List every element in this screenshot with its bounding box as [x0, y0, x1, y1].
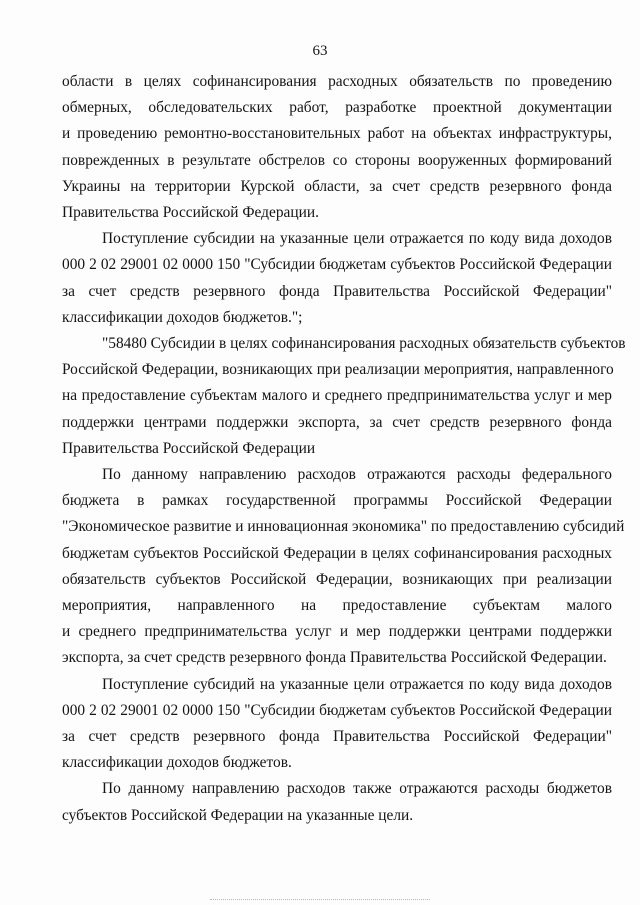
text-line: "Экономическое развитие и инновационная экономика" по предоставлению субсидий: [62, 518, 625, 536]
text-line: Поступление субсидий на указанные цели отражается по коду вида доходов: [102, 675, 612, 693]
text-line: обмерных, обследовательских работ, разработке проектной документации: [62, 99, 612, 117]
scan-artifact-line: [210, 899, 430, 902]
text-line: экспорта, за счет средств резервного фонда Правительства Российской Федерации.: [62, 649, 607, 667]
paragraph-5: [62, 672, 612, 777]
text-line: классификации доходов бюджетов.";: [62, 308, 303, 326]
text-line: Правительства Российской Федерации: [62, 439, 316, 457]
text-line: за счет средств резервного фонда Правительства Российской Федерации": [62, 282, 612, 300]
text-line: мероприятия, направленного на предоставление субъектам малого: [62, 597, 612, 615]
text-line: и среднего предпринимательства услуг и мер поддержки центрами поддержки: [62, 623, 612, 641]
text-line: Украины на территории Курской области, за счет средств резервного фонда: [62, 177, 612, 195]
text-line: области в целях софинансирования расходных обязательств по проведению: [62, 73, 612, 90]
text-line: Правительства Российской Федерации.: [62, 204, 319, 222]
page-number: 63: [312, 43, 328, 59]
paragraph-3: [62, 331, 626, 462]
paragraph-1: [62, 69, 612, 226]
text-line: 000 2 02 29001 02 0000 150 "Субсидии бюджетам субъектов Российской Федерации: [62, 256, 612, 274]
document-body: [62, 69, 626, 829]
text-line: и проведению ремонтно-восстановительных работ на объектах инфраструктуры,: [62, 125, 612, 143]
paragraph-4: [62, 462, 625, 672]
text-line: классификации доходов бюджетов.: [62, 754, 292, 772]
text-line: "58480 Субсидии в целях софинансирования расходных обязательств субъектов: [102, 335, 626, 353]
text-line: обязательств субъектов Российской Федерации, возникающих при реализации: [62, 570, 612, 588]
text-line: По данному направлению расходов также отражаются расходы бюджетов: [102, 780, 612, 798]
text-line: субъектов Российской Федерации на указанные цели.: [62, 806, 414, 824]
text-line: на предоставление субъектам малого и среднего предпринимательства услуг и мер: [62, 387, 612, 405]
text-line: поддержки центрами поддержки экспорта, за счет средств резервного фонда: [62, 413, 612, 431]
paragraph-6: [62, 776, 612, 828]
text-line: за счет средств резервного фонда Правительства Российской Федерации": [62, 728, 612, 746]
text-line: Российской Федерации, возникающих при реализации мероприятия, направленного: [62, 361, 614, 379]
text-line: поврежденных в результате обстрелов со стороны вооруженных формирований: [62, 151, 612, 169]
text-line: бюджетам субъектов Российской Федерации в целях софинансирования расходных: [62, 544, 612, 562]
text-line: бюджета в рамках государственной программы Российской Федерации: [62, 492, 612, 510]
text-line: По данному направлению расходов отражаются расходы федерального: [102, 466, 612, 484]
paragraph-2: [62, 226, 612, 331]
text-line: 000 2 02 29001 02 0000 150 "Субсидии бюджетам субъектов Российской Федерации: [62, 701, 612, 719]
text-line: Поступление субсидии на указанные цели отражается по коду вида доходов: [102, 230, 612, 248]
